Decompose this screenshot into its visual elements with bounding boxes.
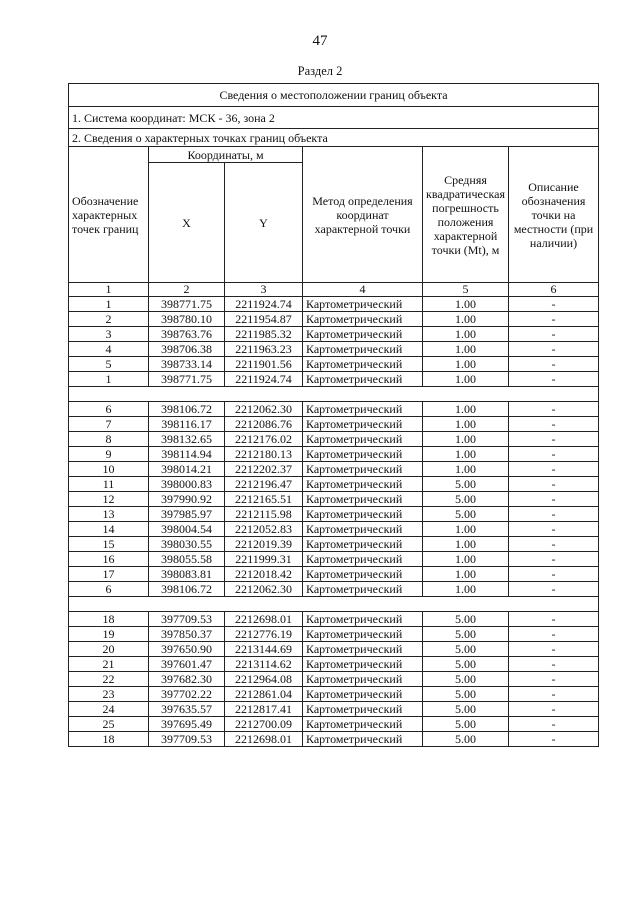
- accuracy-cell: 5.00: [423, 657, 509, 672]
- description-cell: -: [509, 357, 599, 372]
- coord-y-cell: 2212062.30: [225, 582, 303, 597]
- table-row: [69, 372, 599, 387]
- coord-y-cell: 2212817.41: [225, 702, 303, 717]
- accuracy-cell: 5.00: [423, 627, 509, 642]
- table-row: [69, 402, 599, 417]
- table-row: [69, 642, 599, 657]
- coord-x-cell: 398114.94: [149, 447, 225, 462]
- description-cell: -: [509, 702, 599, 717]
- method-cell: Картометрический: [303, 372, 423, 387]
- table-row: [69, 537, 599, 552]
- accuracy-cell: 1.00: [423, 522, 509, 537]
- table-row: [69, 432, 599, 447]
- accuracy-cell: 5.00: [423, 732, 509, 747]
- coord-x-cell: 397702.22: [149, 687, 225, 702]
- points-title-row: [69, 129, 599, 147]
- description-cell: -: [509, 477, 599, 492]
- coord-x-cell: 397709.53: [149, 612, 225, 627]
- table-body: [69, 84, 599, 747]
- point-id-cell: 4: [69, 342, 149, 357]
- accuracy-cell: 1.00: [423, 327, 509, 342]
- description-cell: -: [509, 297, 599, 312]
- coord-y-cell: 2213114.62: [225, 657, 303, 672]
- accuracy-cell: 5.00: [423, 477, 509, 492]
- accuracy-cell: 1.00: [423, 462, 509, 477]
- accuracy-cell: 1.00: [423, 432, 509, 447]
- coord-y-cell: 2212176.02: [225, 432, 303, 447]
- method-cell: Картометрический: [303, 642, 423, 657]
- coord-x-cell: 397682.30: [149, 672, 225, 687]
- coord-x-cell: 398771.75: [149, 372, 225, 387]
- coord-y-cell: 2212018.42: [225, 567, 303, 582]
- coord-y-cell: 2212086.76: [225, 417, 303, 432]
- table-row: [69, 327, 599, 342]
- accuracy-cell: 1.00: [423, 402, 509, 417]
- description-cell: -: [509, 657, 599, 672]
- method-cell: Картометрический: [303, 567, 423, 582]
- table-row: [69, 507, 599, 522]
- method-cell: Картометрический: [303, 507, 423, 522]
- point-id-cell: 22: [69, 672, 149, 687]
- point-id-cell: 2: [69, 312, 149, 327]
- point-id-cell: 14: [69, 522, 149, 537]
- table-row: [69, 447, 599, 462]
- accuracy-cell: 1.00: [423, 297, 509, 312]
- column-number: 4: [303, 283, 423, 297]
- coord-x-cell: 398733.14: [149, 357, 225, 372]
- accuracy-cell: 5.00: [423, 492, 509, 507]
- method-cell: Картометрический: [303, 552, 423, 567]
- accuracy-cell: 5.00: [423, 507, 509, 522]
- description-cell: -: [509, 522, 599, 537]
- coord-y-cell: 2212700.09: [225, 717, 303, 732]
- table-row: [69, 627, 599, 642]
- coord-y-cell: 2212698.01: [225, 732, 303, 747]
- description-cell: -: [509, 447, 599, 462]
- table-row: [69, 357, 599, 372]
- coord-x-cell: 398055.58: [149, 552, 225, 567]
- method-cell: Картометрический: [303, 522, 423, 537]
- point-id-cell: 19: [69, 627, 149, 642]
- coord-x-cell: 397695.49: [149, 717, 225, 732]
- table-row: [69, 312, 599, 327]
- coord-y-cell: 2212165.51: [225, 492, 303, 507]
- method-cell: Картометрический: [303, 312, 423, 327]
- accuracy-cell: 1.00: [423, 567, 509, 582]
- method-cell: Картометрический: [303, 477, 423, 492]
- column-number: 1: [69, 283, 149, 297]
- method-cell: Картометрический: [303, 327, 423, 342]
- method-cell: Картометрический: [303, 702, 423, 717]
- description-cell: -: [509, 537, 599, 552]
- method-cell: Картометрический: [303, 342, 423, 357]
- method-cell: Картометрический: [303, 732, 423, 747]
- column-numbers-row: [69, 283, 599, 297]
- point-id-cell: 24: [69, 702, 149, 717]
- coord-x-cell: 398083.81: [149, 567, 225, 582]
- point-id-cell: 15: [69, 537, 149, 552]
- coord-y-cell: 2212196.47: [225, 477, 303, 492]
- caption-row: [69, 84, 599, 107]
- page-number: 47: [312, 33, 328, 49]
- point-id-cell: 1: [69, 372, 149, 387]
- coord-x-cell: 398116.17: [149, 417, 225, 432]
- points-title: 2. Сведения о характерных точках границ объекта: [69, 129, 599, 147]
- method-cell: Картометрический: [303, 582, 423, 597]
- accuracy-cell: 1.00: [423, 582, 509, 597]
- method-cell: Картометрический: [303, 627, 423, 642]
- description-cell: -: [509, 432, 599, 447]
- coord-x-cell: 398014.21: [149, 462, 225, 477]
- point-id-cell: 1: [69, 297, 149, 312]
- coord-x-cell: 397990.92: [149, 492, 225, 507]
- coord-y-cell: 2211954.87: [225, 312, 303, 327]
- point-id-cell: 7: [69, 417, 149, 432]
- point-id-cell: 18: [69, 732, 149, 747]
- description-cell: -: [509, 402, 599, 417]
- coord-x-cell: 398771.75: [149, 297, 225, 312]
- description-cell: -: [509, 612, 599, 627]
- accuracy-cell: 5.00: [423, 642, 509, 657]
- table-row: [69, 732, 599, 747]
- accuracy-cell: 5.00: [423, 717, 509, 732]
- coord-y-cell: 2211924.74: [225, 372, 303, 387]
- point-id-cell: 9: [69, 447, 149, 462]
- description-cell: -: [509, 372, 599, 387]
- separator-row: [69, 387, 599, 402]
- table-row: [69, 297, 599, 312]
- description-cell: -: [509, 672, 599, 687]
- coord-x-cell: 398763.76: [149, 327, 225, 342]
- point-id-cell: 3: [69, 327, 149, 342]
- point-id-cell: 21: [69, 657, 149, 672]
- header-description: Описание обозначения точки на местности (при наличии): [509, 147, 599, 283]
- method-cell: Картометрический: [303, 447, 423, 462]
- table-row: [69, 462, 599, 477]
- coord-x-cell: 397650.90: [149, 642, 225, 657]
- method-cell: Картометрический: [303, 402, 423, 417]
- accuracy-cell: 1.00: [423, 342, 509, 357]
- accuracy-cell: 5.00: [423, 672, 509, 687]
- description-cell: -: [509, 312, 599, 327]
- boundary-points-table: [68, 83, 599, 747]
- method-cell: Картометрический: [303, 672, 423, 687]
- method-cell: Картометрический: [303, 417, 423, 432]
- accuracy-cell: 1.00: [423, 417, 509, 432]
- coord-y-cell: 2213144.69: [225, 642, 303, 657]
- table-row: [69, 702, 599, 717]
- coord-x-cell: 398780.10: [149, 312, 225, 327]
- point-id-cell: 11: [69, 477, 149, 492]
- coord-x-cell: 397985.97: [149, 507, 225, 522]
- coord-y-cell: 2212202.37: [225, 462, 303, 477]
- method-cell: Картометрический: [303, 657, 423, 672]
- header-designation: Обозначение характерных точек границ: [69, 147, 149, 283]
- method-cell: Картометрический: [303, 537, 423, 552]
- table-row: [69, 582, 599, 597]
- accuracy-cell: 5.00: [423, 687, 509, 702]
- coord-y-cell: 2212052.83: [225, 522, 303, 537]
- table-row: [69, 492, 599, 507]
- point-id-cell: 18: [69, 612, 149, 627]
- separator-cell: [69, 597, 599, 612]
- coord-y-cell: 2212776.19: [225, 627, 303, 642]
- accuracy-cell: 1.00: [423, 552, 509, 567]
- method-cell: Картометрический: [303, 687, 423, 702]
- coord-y-cell: 2212964.08: [225, 672, 303, 687]
- point-id-cell: 17: [69, 567, 149, 582]
- coord-system-row: [69, 107, 599, 129]
- section-title: Раздел 2: [297, 64, 343, 78]
- point-id-cell: 6: [69, 402, 149, 417]
- header-y: Y: [225, 163, 303, 283]
- accuracy-cell: 1.00: [423, 537, 509, 552]
- coord-y-cell: 2212698.01: [225, 612, 303, 627]
- coord-x-cell: 397635.57: [149, 702, 225, 717]
- accuracy-cell: 5.00: [423, 612, 509, 627]
- description-cell: -: [509, 462, 599, 477]
- method-cell: Картометрический: [303, 462, 423, 477]
- coord-x-cell: 398106.72: [149, 582, 225, 597]
- separator-row: [69, 597, 599, 612]
- accuracy-cell: 5.00: [423, 702, 509, 717]
- table-row: [69, 552, 599, 567]
- coord-x-cell: 398132.65: [149, 432, 225, 447]
- table-row: [69, 342, 599, 357]
- description-cell: -: [509, 567, 599, 582]
- header-coordinates: Координаты, м: [149, 147, 303, 163]
- column-number: 3: [225, 283, 303, 297]
- point-id-cell: 20: [69, 642, 149, 657]
- coord-x-cell: 397601.47: [149, 657, 225, 672]
- header-method: Метод определения координат характерной точки: [303, 147, 423, 283]
- header-accuracy: Средняя квадратическая погрешность положения характерной точки (Mt), м: [423, 147, 509, 283]
- column-number: 5: [423, 283, 509, 297]
- method-cell: Картометрический: [303, 717, 423, 732]
- description-cell: -: [509, 582, 599, 597]
- coord-system: 1. Система координат: МСК - 36, зона 2: [69, 107, 599, 129]
- header-row-1: [69, 147, 599, 163]
- description-cell: -: [509, 717, 599, 732]
- coord-x-cell: 398000.83: [149, 477, 225, 492]
- point-id-cell: 10: [69, 462, 149, 477]
- method-cell: Картометрический: [303, 357, 423, 372]
- method-cell: Картометрический: [303, 492, 423, 507]
- accuracy-cell: 1.00: [423, 447, 509, 462]
- description-cell: -: [509, 552, 599, 567]
- accuracy-cell: 1.00: [423, 372, 509, 387]
- table-row: [69, 657, 599, 672]
- column-number: 2: [149, 283, 225, 297]
- accuracy-cell: 1.00: [423, 312, 509, 327]
- table-row: [69, 522, 599, 537]
- coord-y-cell: 2211901.56: [225, 357, 303, 372]
- table-row: [69, 567, 599, 582]
- description-cell: -: [509, 327, 599, 342]
- point-id-cell: 6: [69, 582, 149, 597]
- table-row: [69, 672, 599, 687]
- method-cell: Картометрический: [303, 297, 423, 312]
- point-id-cell: 12: [69, 492, 149, 507]
- point-id-cell: 13: [69, 507, 149, 522]
- table-row: [69, 717, 599, 732]
- coord-y-cell: 2212180.13: [225, 447, 303, 462]
- description-cell: -: [509, 627, 599, 642]
- coord-y-cell: 2211963.23: [225, 342, 303, 357]
- point-id-cell: 16: [69, 552, 149, 567]
- method-cell: Картометрический: [303, 612, 423, 627]
- coord-x-cell: 398030.55: [149, 537, 225, 552]
- header-x: X: [149, 163, 225, 283]
- table-caption: Сведения о местоположении границ объекта: [69, 84, 599, 107]
- table-row: [69, 417, 599, 432]
- coord-y-cell: 2211924.74: [225, 297, 303, 312]
- method-cell: Картометрический: [303, 432, 423, 447]
- description-cell: -: [509, 732, 599, 747]
- coord-x-cell: 397850.37: [149, 627, 225, 642]
- coord-y-cell: 2211999.31: [225, 552, 303, 567]
- coord-y-cell: 2212062.30: [225, 402, 303, 417]
- table-row: [69, 612, 599, 627]
- table-row: [69, 477, 599, 492]
- table-row: [69, 687, 599, 702]
- point-id-cell: 8: [69, 432, 149, 447]
- point-id-cell: 5: [69, 357, 149, 372]
- description-cell: -: [509, 342, 599, 357]
- description-cell: -: [509, 642, 599, 657]
- description-cell: -: [509, 507, 599, 522]
- point-id-cell: 25: [69, 717, 149, 732]
- coord-x-cell: 397709.53: [149, 732, 225, 747]
- point-id-cell: 23: [69, 687, 149, 702]
- description-cell: -: [509, 417, 599, 432]
- accuracy-cell: 1.00: [423, 357, 509, 372]
- description-cell: -: [509, 492, 599, 507]
- coord-y-cell: 2212861.04: [225, 687, 303, 702]
- coord-x-cell: 398706.38: [149, 342, 225, 357]
- coord-x-cell: 398106.72: [149, 402, 225, 417]
- coord-x-cell: 398004.54: [149, 522, 225, 537]
- coord-y-cell: 2212115.98: [225, 507, 303, 522]
- separator-cell: [69, 387, 599, 402]
- description-cell: -: [509, 687, 599, 702]
- column-number: 6: [509, 283, 599, 297]
- coord-y-cell: 2212019.39: [225, 537, 303, 552]
- coord-y-cell: 2211985.32: [225, 327, 303, 342]
